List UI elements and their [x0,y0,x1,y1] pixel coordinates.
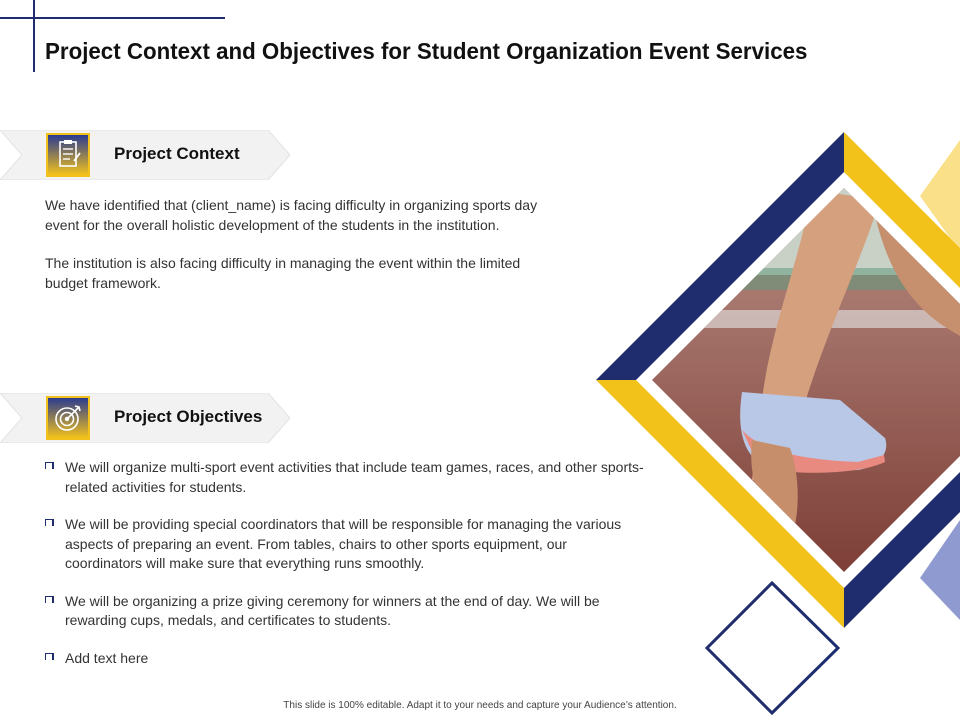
list-item-text: We will be organizing a prize giving ceremony for winners at the end of day. We will be rewarding cups, medals, and certificates to students. [65,592,600,628]
outline-diamond-navy [707,583,838,713]
objectives-heading: Project Objectives [114,407,263,426]
list-item-text: Add text here [65,649,149,666]
list-item-text: We will be providing special coordinators that will be responsible for managing the various aspects of preparing an event. From tables, chairs to other sports equipment, our coordinators will make sure that everything runs smoothly. [65,516,622,571]
slide-title: Project Context and Objectives for Student Organization Event Services [45,38,808,64]
footer-note: This slide is 100% editable. Adapt it to your needs and capture your Audience’s attention. [283,700,677,711]
context-heading: Project Context [114,144,240,163]
context-paragraph-2: The institution is also facing difficulty in managing the event within the limited budget framework. [45,255,521,291]
context-paragraph-1: We have identified that (client_name) is facing difficulty in organizing sports day event for the overall holistic development of the students in the institution. [45,197,538,233]
list-item-text: We will organize multi-sport event activities that include team games, races, and other sports-related activities for students. [65,459,644,495]
